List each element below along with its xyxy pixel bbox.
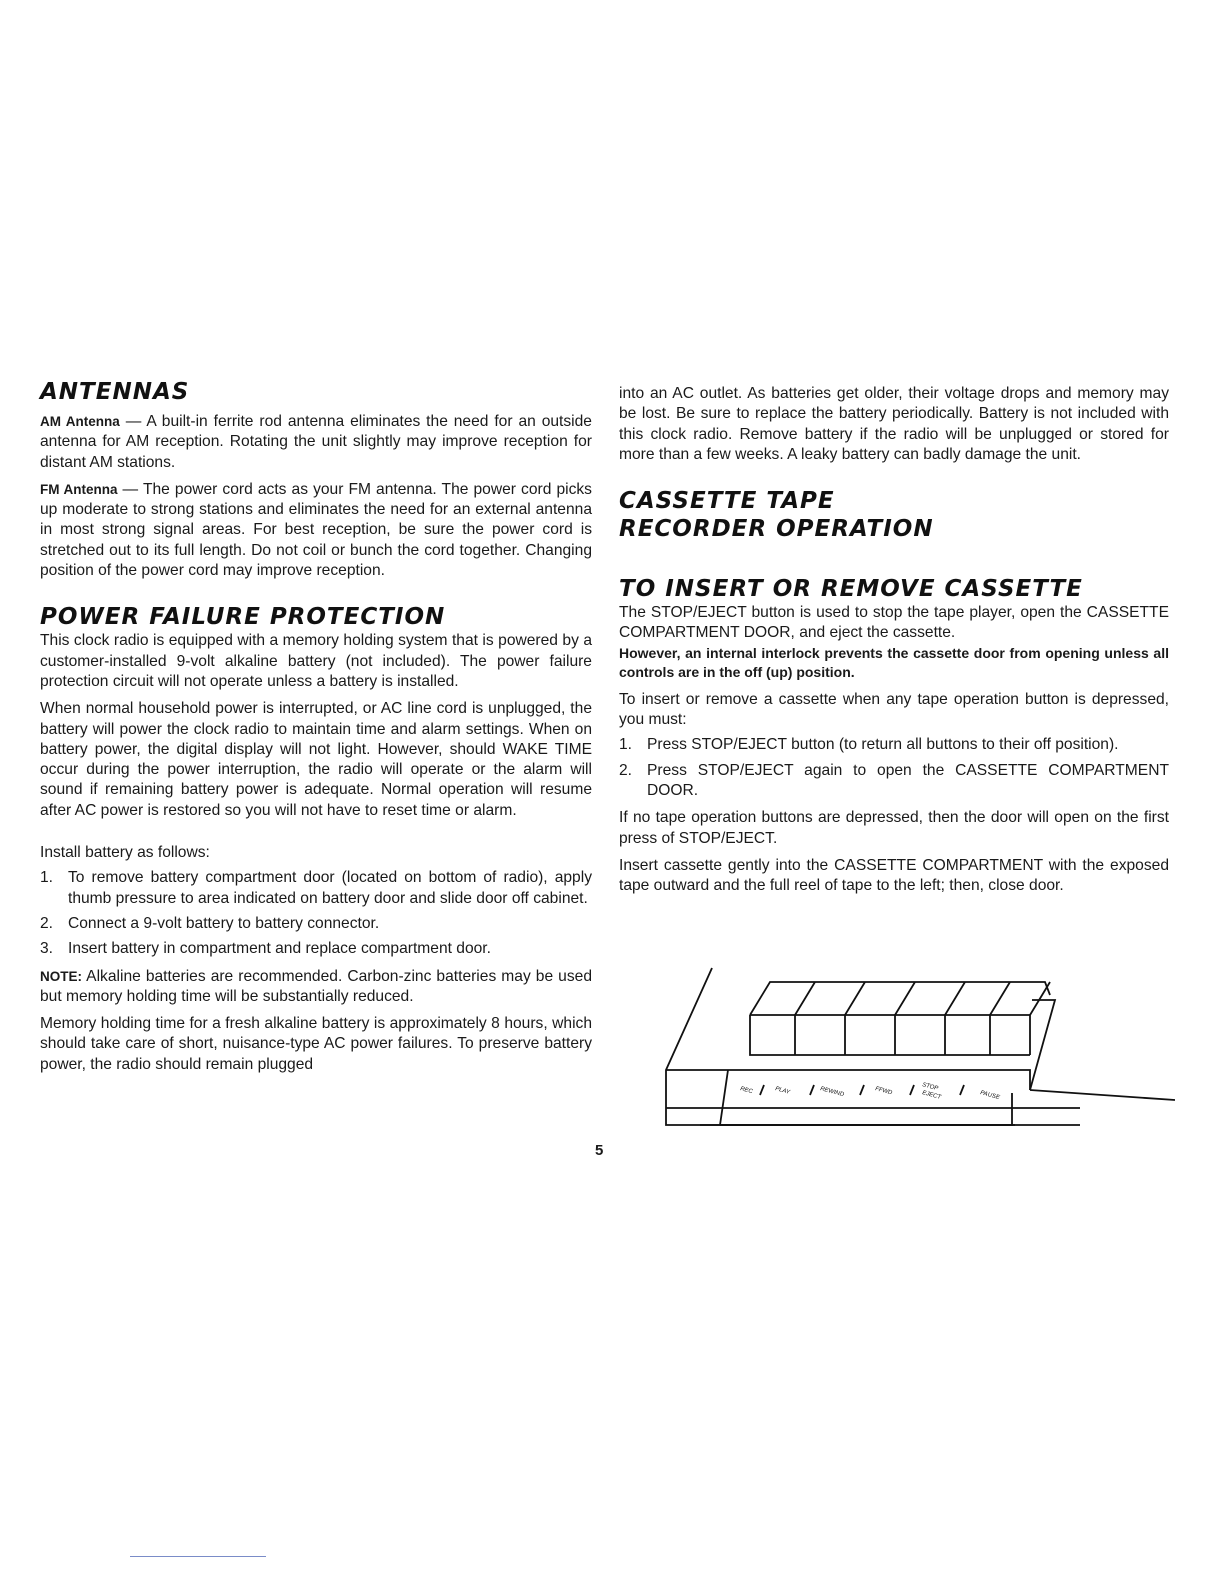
step-text: Insert battery in compartment and replace compartment door.	[68, 940, 491, 958]
interlock-warning: However, an internal interlock prevents the cassette door from opening unless all controls are in the off (up) position.	[619, 644, 1169, 681]
panel-right-edge	[1030, 1000, 1055, 1090]
insert-remove-paragraph-4: Insert cassette gently into the CASSETTE COMPARTMENT with the exposed tape outward and the full reel of tape to the left; then, close door.	[619, 856, 1169, 895]
insert-remove-paragraph-2: To insert or remove a cassette when any tape operation button is depressed, you must:	[619, 690, 1169, 729]
list-item	[40, 914, 592, 934]
install-battery-intro: Install battery as follows:	[40, 844, 210, 862]
cassette-controls-illustration	[660, 960, 1175, 1135]
list-item	[619, 735, 1169, 755]
label-slash	[960, 1085, 964, 1095]
cassette-heading	[619, 487, 1169, 543]
step-number: 1.	[619, 736, 633, 754]
rewind-label: REWIND	[819, 1086, 845, 1099]
page-number: 5	[595, 1142, 604, 1159]
power-failure-paragraph-1: This clock radio is equipped with a memory holding system that is powered by a customer-installed 9-volt alkaline battery (not included). The power failure protection circuit will not operate unless a battery is installed.	[40, 632, 592, 690]
insert-remove-paragraph-1: The STOP/EJECT button is used to stop the tape player, open the CASSETTE COMPARTMENT DOOR, and eject the cassette.	[619, 604, 1169, 642]
power-failure-paragraph-2: When normal household power is interrupted, or AC line cord is unplugged, the battery will power the clock radio to maintain time and alarm settings. When on battery power, the digital display will not light. However, should WAKE TIME occur during the power interruption, the radio will operate or the alarm will sound if remaining battery power is adequate. Normal operation will resume after AC power is restored so you will not have to reset time or alarm.	[40, 700, 592, 819]
list-item	[40, 868, 592, 909]
note-label: NOTE:	[40, 968, 82, 984]
label-slash	[810, 1085, 814, 1095]
button-divider-6	[1030, 982, 1050, 1055]
list-item	[619, 761, 1169, 802]
label-slash	[760, 1085, 764, 1095]
memory-holding-paragraph: Memory holding time for a fresh alkaline battery is approximately 8 hours, which should take care of short, nuisance-type AC power failures. To preserve battery power, the radio should remain plugged	[40, 1015, 592, 1073]
step-text: Press STOP/EJECT button (to return all buttons to their off position).	[647, 736, 1119, 754]
button-divider-3	[895, 982, 915, 1055]
pause-label: PAUSE	[979, 1090, 1001, 1102]
eject-steps-list	[619, 735, 1169, 801]
fm-antenna-paragraph	[40, 480, 592, 581]
tape-line	[1030, 1090, 1175, 1100]
am-antenna-text: — A built-in ferrite rod antenna eliminates the need for an outside antenna for AM reception. Rotating the unit slightly may improve reception for distant AM stations.	[40, 413, 592, 471]
button-row-top	[750, 982, 1050, 1015]
fm-antenna-text: — The power cord acts as your FM antenna. The power cord picks up moderate to strong stations and eliminates the need for an external antenna in most strong signal areas. For best reception, be sure the power cord is stretched out to its full length. Do not coil or bunch the cord together. Changing position of the power cord may improve reception.	[40, 480, 592, 580]
am-antenna-label: AM Antenna	[40, 414, 120, 429]
step-number: 2.	[40, 914, 54, 932]
rec-label: REC	[739, 1086, 754, 1096]
panel-left-edge	[720, 1070, 728, 1125]
note-text: Alkaline batteries are recommended. Carbon-zinc batteries may be used but memory holding time will be substantially reduced.	[40, 967, 592, 1005]
illustration-lines	[666, 968, 1175, 1125]
step-number: 1.	[40, 869, 54, 887]
install-steps-list	[40, 868, 592, 959]
insert-remove-heading: TO INSERT OR REMOVE CASSETTE	[619, 576, 1083, 603]
continued-paragraph: into an AC outlet. As batteries get older, their voltage drops and memory may be lost. Be sure to replace the battery periodically. Battery is not included with this clock radio. Remove battery if the radio will be unplugged or stored for more than a few weeks. A leaky battery can badly damage the unit.	[619, 385, 1169, 463]
label-slash	[860, 1085, 864, 1095]
button-row-front	[750, 1015, 1030, 1055]
step-number: 2.	[619, 761, 633, 779]
ffwd-label: FFWD	[874, 1086, 893, 1097]
step-text: Connect a 9-volt battery to battery connector.	[68, 914, 380, 932]
power-failure-heading: POWER FAILURE PROTECTION	[40, 604, 446, 631]
button-divider-2	[845, 982, 865, 1055]
left-column	[40, 378, 592, 1075]
insert-remove-paragraph-3: If no tape operation buttons are depressed, then the door will open on the first press of STOP/EJECT.	[619, 809, 1169, 847]
am-antenna-paragraph	[40, 412, 592, 473]
right-column	[619, 384, 1169, 896]
button-divider-4	[945, 982, 965, 1055]
play-label: PLAY	[774, 1086, 791, 1096]
cassette-heading-line-1: CASSETTE TAPE	[619, 488, 835, 515]
step-text: To remove battery compartment door (located on bottom of radio), apply thumb pressure to area indicated on battery door and slide door off cabinet.	[68, 869, 592, 907]
step-text: Press STOP/EJECT again to open the CASSETTE COMPARTMENT DOOR.	[647, 761, 1169, 799]
step-number: 3.	[40, 940, 54, 958]
footnote-rule	[130, 1556, 266, 1557]
stop-label: STOP	[921, 1082, 939, 1093]
eject-label: EJECT	[921, 1090, 942, 1101]
note-paragraph	[40, 967, 592, 1008]
button-divider-1	[795, 982, 815, 1055]
cassette-heading-line-2: RECORDER OPERATION	[619, 516, 934, 543]
label-slash	[910, 1085, 914, 1095]
antennas-heading: ANTENNAS	[40, 379, 190, 405]
fm-antenna-label: FM Antenna	[40, 481, 118, 497]
button-divider-5	[990, 982, 1010, 1055]
list-item	[40, 939, 592, 959]
